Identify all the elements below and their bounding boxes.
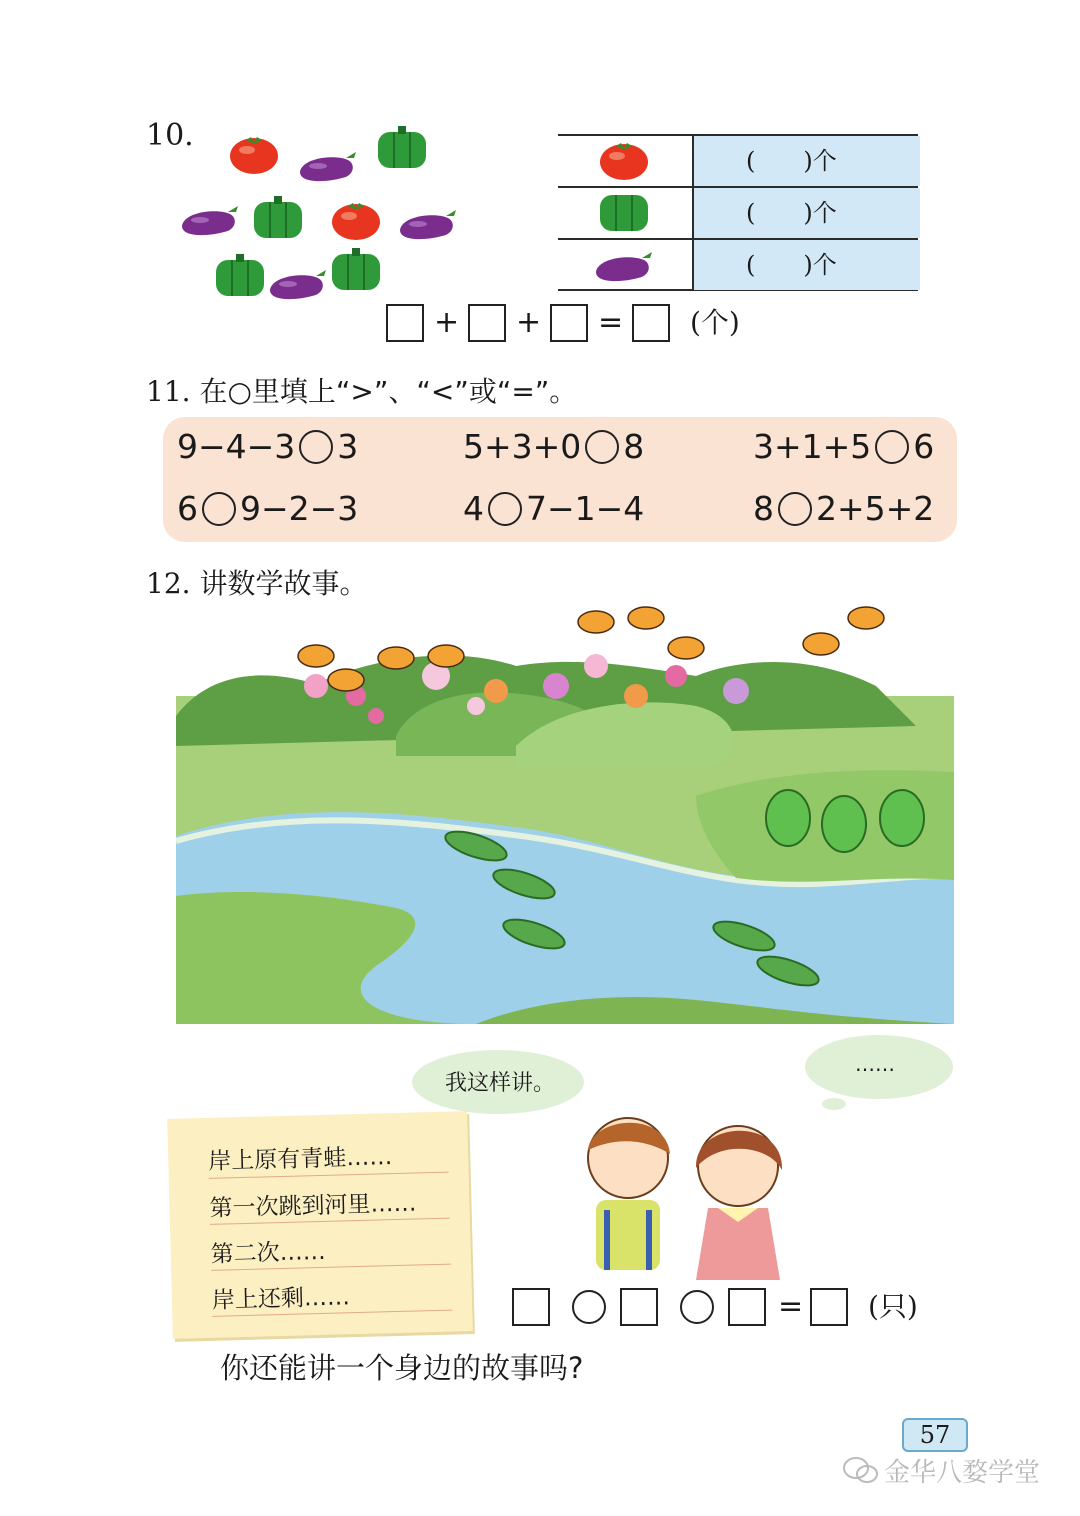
comparison-panel [163,417,957,542]
eggplant-icon [558,240,692,290]
pepper-icon [558,188,692,238]
thought-dot [822,1098,846,1110]
tomato-icon [558,136,692,186]
answer-box[interactable] [386,304,424,342]
comparison-item: 6 9−2−3 [177,489,359,528]
q11-number: 11. [146,375,191,408]
girl-thought-text: …… [855,1052,895,1076]
compare-circle[interactable] [585,430,619,464]
watermark-text: 金华八婺学堂 [884,1457,1041,1488]
followup-question: 你还能讲一个身边的故事吗? [220,1351,584,1385]
boy-speech-text: 我这样讲。 [445,1071,556,1096]
tomato-icon [332,203,380,240]
comparison-item: 5+3+0 8 [463,427,645,466]
pepper-icon [378,126,426,168]
table-row [558,240,918,290]
story-line: 第二次…… [210,1238,327,1268]
vegetable-count-table [558,134,918,291]
q12-number: 12. [146,567,191,600]
boy-figure [588,1118,670,1270]
tomato-count-field[interactable]: ( )个 [692,136,920,186]
eggplant-icon [182,206,238,235]
q11-header [146,370,577,410]
answer-box[interactable] [550,304,588,342]
operator-circle[interactable] [680,1290,714,1324]
eggplant-icon [400,210,456,239]
operator-circle[interactable] [572,1290,606,1324]
answer-box[interactable] [620,1288,658,1326]
vegetable-illustration [170,120,470,310]
comparison-item: 3+1+5 6 [753,427,935,466]
compare-circle[interactable] [875,430,909,464]
comparison-item: 8 2+5+2 [753,489,935,528]
compare-circle[interactable] [299,430,333,464]
answer-box[interactable] [810,1288,848,1326]
story-line: 岸上原有青蛙…… [207,1144,393,1175]
pepper-icon [254,196,302,238]
q10-number: 10. [146,118,194,153]
pepper-count-field[interactable]: ( )个 [692,188,920,238]
comparison-item: 9−4−3 3 [177,427,359,466]
children-illustration [548,1110,808,1280]
tomato-icon [230,137,278,174]
page-number: 57 [902,1418,968,1452]
answer-box[interactable] [468,304,506,342]
table-row [558,136,918,186]
eggplant-icon [270,270,326,299]
pepper-icon [216,254,264,296]
story-line: 第一次跳到河里…… [209,1190,417,1222]
answer-box[interactable] [728,1288,766,1326]
eggplant-count-field[interactable]: ( )个 [692,240,920,290]
q11-instruction: 在○里填上“>”、“<”或“=”。 [199,375,578,408]
table-row [558,188,918,238]
answer-box[interactable] [632,304,670,342]
story-line: 岸上还剩…… [211,1284,351,1314]
compare-circle[interactable] [778,492,812,526]
pond-frog-scene-illustration [176,596,954,1024]
compare-circle[interactable] [202,492,236,526]
q12-title: 讲数学故事。 [199,567,368,600]
answer-box[interactable] [512,1288,550,1326]
eggplant-icon [300,152,356,181]
story-note [167,1111,473,1339]
compare-circle[interactable] [488,492,522,526]
comparison-item: 4 7−1−4 [463,489,645,528]
girl-figure [696,1126,782,1280]
pepper-icon [332,248,380,290]
frogs-on-bank [766,790,924,852]
watermark [842,1452,1042,1488]
wechat-icon [842,1455,880,1485]
